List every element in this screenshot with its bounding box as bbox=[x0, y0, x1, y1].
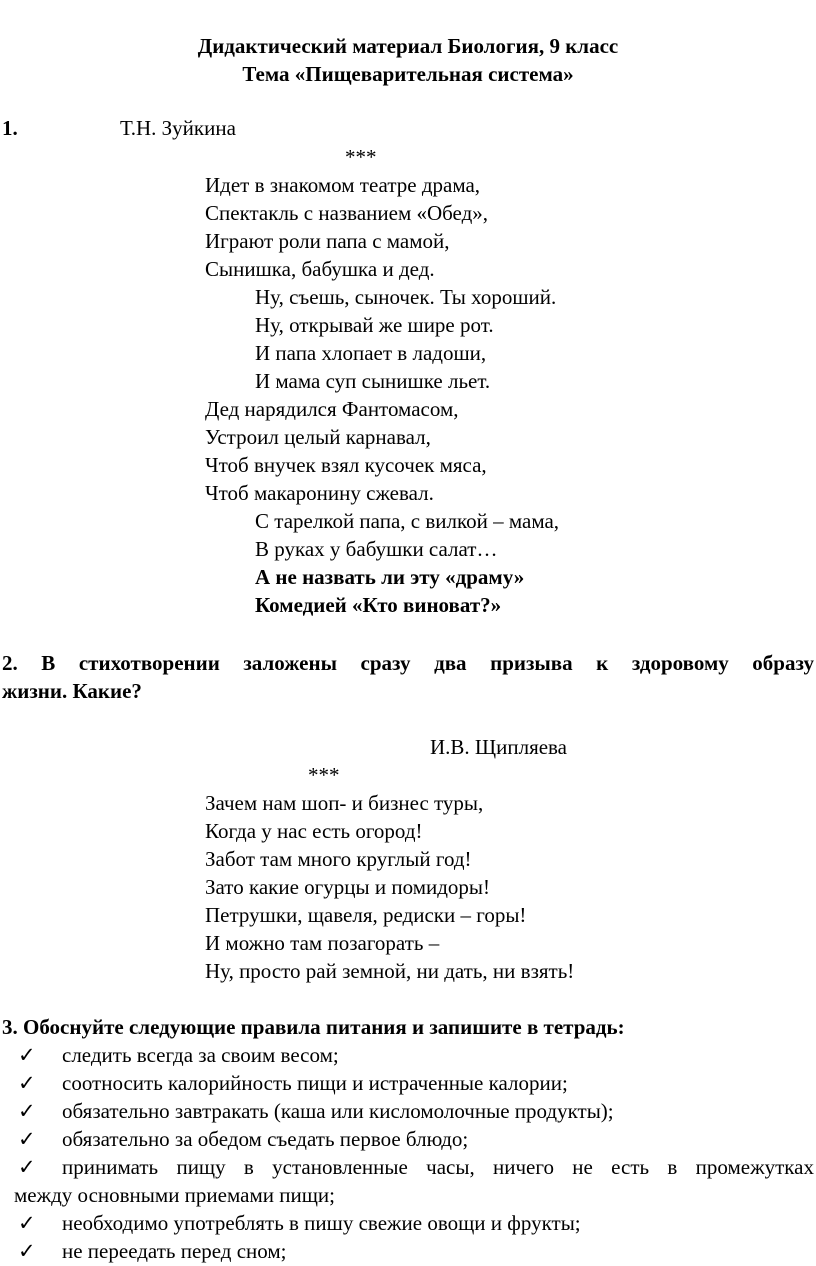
rule-item: обязательно за обедом съедать первое блюдо; bbox=[62, 1127, 469, 1151]
section1-number: 1. bbox=[2, 116, 18, 140]
rule-item: обязательно завтракать (каша или кисломолочные продукты); bbox=[62, 1099, 614, 1123]
section2-question-cont: жизни. Какие? bbox=[2, 679, 142, 703]
checkmark-icon: ✓ bbox=[18, 1239, 36, 1263]
checkmark-icon: ✓ bbox=[18, 1155, 36, 1179]
checkmark-icon: ✓ bbox=[18, 1043, 36, 1067]
poem1-line: И мама суп сынишке льет. bbox=[255, 369, 491, 393]
document-topic: Тема «Пищеварительная система» bbox=[242, 62, 574, 86]
poem2-line: Забот там много круглый год! bbox=[205, 847, 472, 871]
section2-stars: *** bbox=[308, 763, 340, 787]
section1-stars: *** bbox=[345, 145, 377, 169]
poem1-line: Ну, открывай же шире рот. bbox=[255, 313, 494, 337]
poem2-line: Зачем нам шоп- и бизнес туры, bbox=[205, 791, 484, 815]
poem1-line-bold: Комедией «Кто виноват?» bbox=[255, 593, 502, 617]
checkmark-icon: ✓ bbox=[18, 1127, 36, 1151]
rule-item: соотносить калорийность пищи и истраченные калории; bbox=[62, 1071, 568, 1095]
poem1-line: Ну, съешь, сыночек. Ты хороший. bbox=[255, 285, 557, 309]
rule-item: принимать пищу в установленные часы, ничего не есть в промежутках bbox=[62, 1155, 814, 1179]
poem1-line: Играют роли папа с мамой, bbox=[205, 229, 450, 253]
poem1-line: В руках у бабушки салат… bbox=[255, 537, 498, 561]
rule-item: следить всегда за своим весом; bbox=[62, 1043, 339, 1067]
poem1-line: Спектакль с названием «Обед», bbox=[205, 201, 489, 225]
checkmark-icon: ✓ bbox=[18, 1211, 36, 1235]
poem1-line: И папа хлопает в ладоши, bbox=[255, 341, 487, 365]
document-title: Дидактический материал Биология, 9 класс bbox=[197, 34, 619, 58]
rule-item-cont: между основными приемами пищи; bbox=[14, 1183, 335, 1207]
poem2-line: Когда у нас есть огород! bbox=[205, 819, 423, 843]
poem2-line: Петрушки, щавеля, редиски – горы! bbox=[205, 903, 527, 927]
poem2-line: Ну, просто рай земной, ни дать, ни взять! bbox=[205, 959, 575, 983]
poem2-line: Зато какие огурцы и помидоры! bbox=[205, 875, 491, 899]
rule-item: не переедать перед сном; bbox=[62, 1239, 287, 1263]
section3-heading: 3. Обоснуйте следующие правила питания и запишите в тетрадь: bbox=[2, 1015, 625, 1039]
rule-item: необходимо употреблять в пишу свежие овощи и фрукты; bbox=[62, 1211, 581, 1235]
checkmark-icon: ✓ bbox=[18, 1099, 36, 1123]
poem1-line: Дед нарядился Фантомасом, bbox=[205, 397, 459, 421]
poem1-line: Чтоб внучек взял кусочек мяса, bbox=[205, 453, 487, 477]
poem1-line: Устроил целый карнавал, bbox=[205, 425, 431, 449]
poem1-line: Чтоб макаронину сжевал. bbox=[205, 481, 434, 505]
poem1-line-bold: А не назвать ли эту «драму» bbox=[255, 565, 525, 589]
checkmark-icon: ✓ bbox=[18, 1071, 36, 1095]
section1-author: Т.Н. Зуйкина bbox=[120, 116, 236, 140]
section2-question: 2. В стихотворении заложены сразу два призыва к здоровому образу bbox=[2, 651, 814, 675]
section2-author: И.В. Щипляева bbox=[430, 735, 568, 759]
poem1-line: Идет в знакомом театре драма, bbox=[205, 173, 481, 197]
poem2-line: И можно там позагорать – bbox=[205, 931, 440, 955]
poem1-line: Сынишка, бабушка и дед. bbox=[205, 257, 435, 281]
poem1-line: С тарелкой папа, с вилкой – мама, bbox=[255, 509, 560, 533]
